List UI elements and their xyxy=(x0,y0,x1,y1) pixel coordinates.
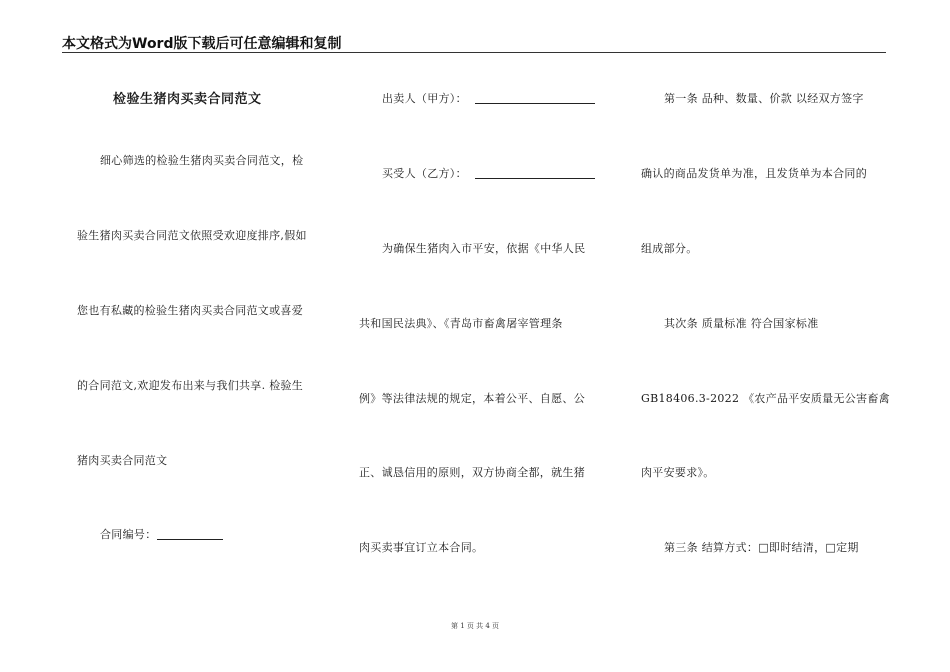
article-line: 确认的商品发货单为准，且发货单为本合同的 xyxy=(641,167,867,180)
body-line: 例》等法律法规的规定，本着公平、自愿、公 xyxy=(359,392,585,405)
contract-number-label: 合同编号： xyxy=(100,528,157,541)
article-line: 肉平安要求》。 xyxy=(641,466,715,479)
body-line: 共和国民法典》、《青岛市畜禽屠宰管理条 xyxy=(359,317,563,330)
body-line: 为确保生猪肉入市平安，依据《中华人民 xyxy=(382,242,586,255)
article-line: 其次条 质量标准 符合国家标准 xyxy=(664,317,819,330)
article-line: 组成部分。 xyxy=(641,242,698,255)
seller-label: 出卖人（甲方）： xyxy=(382,92,467,105)
buyer-row xyxy=(382,167,595,181)
seller-row xyxy=(382,92,595,106)
article-line: GB18406.3-2022 《农产品平安质量无公害畜禽 xyxy=(641,392,890,405)
page-number: 第 1 页 共 4 页 xyxy=(450,622,500,630)
intro-line: 验生猪肉买卖合同范文依照受欢迎度排序,假如 xyxy=(77,229,307,242)
contract-number-field[interactable] xyxy=(157,539,223,540)
document-header: 本文格式为Word版下载后可任意编辑和复制 xyxy=(62,36,342,52)
intro-line: 猪肉买卖合同范文 xyxy=(77,454,168,467)
intro-line: 细心筛选的检验生猪肉买卖合同范文，检 xyxy=(100,154,304,167)
intro-line: 的合同范文,欢迎发布出来与我们共享. 检验生 xyxy=(77,379,304,392)
article-line: 第三条 结算方式：□即时结清，□定期 xyxy=(664,541,859,554)
header-divider xyxy=(62,52,886,53)
buyer-field[interactable] xyxy=(475,178,595,179)
intro-line: 您也有私藏的检验生猪肉买卖合同范文或喜爱 xyxy=(77,304,303,317)
document-title: 检验生猪肉买卖合同范文 xyxy=(113,92,262,107)
body-line: 肉买卖事宜订立本合同。 xyxy=(359,541,484,554)
article-line: 第一条 品种、数量、价款 以经双方签字 xyxy=(664,92,864,105)
contract-number-row xyxy=(100,528,223,542)
buyer-label: 买受人（乙方）： xyxy=(382,167,467,180)
body-line: 正、诚恳信用的原则，双方协商全都，就生猪 xyxy=(359,466,585,479)
seller-field[interactable] xyxy=(475,103,595,104)
